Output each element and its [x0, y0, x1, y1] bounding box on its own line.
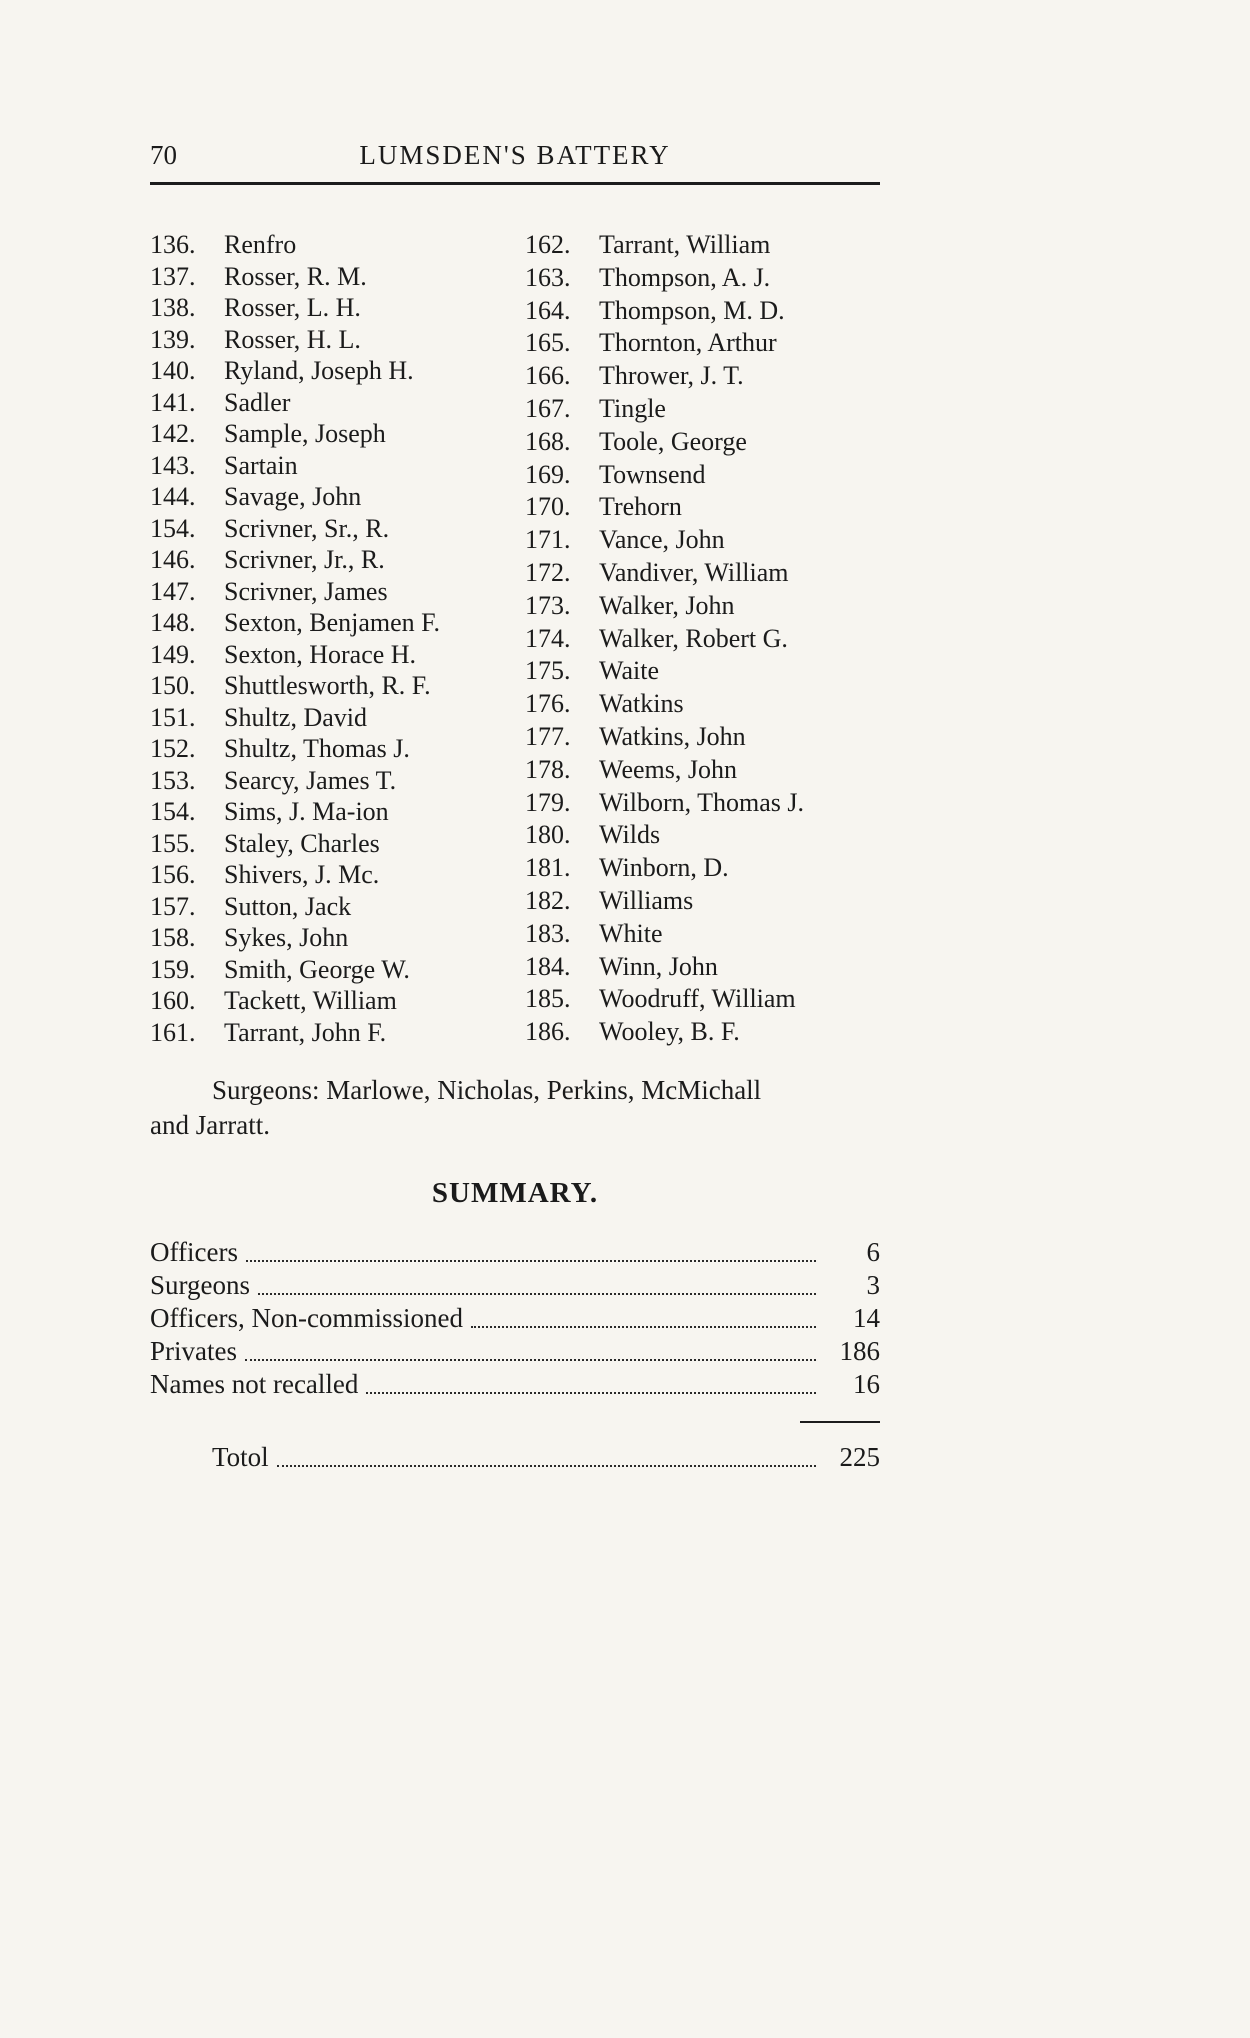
entry-number: 182. [525, 885, 571, 915]
summary-row-label: Officers, Non-commissioned [150, 1302, 463, 1333]
summary-row [150, 1236, 880, 1269]
roster-entry [150, 418, 525, 450]
entry-number: 183. [525, 918, 571, 948]
dotted-leader [471, 1326, 816, 1328]
dotted-leader [246, 1260, 816, 1262]
roster-entry [150, 513, 525, 545]
entry-number: 154. [150, 797, 196, 826]
entry-name: Sample, Joseph [224, 419, 386, 448]
entry-name: Scrivner, Jr., R. [224, 545, 385, 574]
dotted-leader [258, 1293, 816, 1295]
roster-entry [150, 985, 525, 1017]
entry-name: White [599, 918, 663, 948]
entry-number: 149. [150, 639, 196, 669]
summary-row-label: Privates [150, 1335, 237, 1366]
entry-name: Rosser, H. L. [224, 324, 361, 354]
entry-number: 170. [525, 492, 571, 522]
roster-entry [150, 292, 525, 324]
entry-name: Sims, J. Ma-ion [224, 797, 389, 826]
entry-number: 151. [150, 702, 196, 732]
entry-number: 146. [150, 545, 196, 574]
entry-name: Wilborn, Thomas J. [599, 787, 805, 817]
entry-number: 172. [525, 557, 571, 587]
summary-row-value: 6 [866, 1236, 880, 1267]
roster-entry [525, 590, 880, 623]
entry-name: Wilds [599, 820, 661, 850]
roster-entry [150, 481, 525, 513]
roster-entry [150, 607, 525, 639]
roster-left-column [150, 229, 525, 1049]
entry-number: 163. [525, 262, 571, 292]
dotted-leader [245, 1359, 816, 1361]
entry-name: Rosser, R. M. [224, 261, 367, 291]
dotted-leader [277, 1465, 816, 1467]
entry-number: 176. [525, 689, 571, 719]
entry-number: 148. [150, 608, 196, 637]
roster-entry [150, 387, 525, 419]
roster [150, 229, 880, 1049]
entry-name: Staley, Charles [224, 828, 380, 858]
entry-number: 141. [150, 387, 196, 417]
entry-number: 160. [150, 986, 196, 1015]
entry-name: Tarrant, John F. [224, 1017, 387, 1047]
roster-entry [525, 426, 880, 459]
entry-name: Shuttlesworth, R. F. [224, 671, 431, 700]
summary-row-value: 16 [853, 1368, 880, 1399]
summary-heading: SUMMARY. [431, 1176, 599, 1209]
summary-total-label: Totol [212, 1441, 269, 1472]
entry-number: 177. [525, 721, 571, 751]
entry-number: 171. [525, 525, 571, 555]
entry-number: 147. [150, 576, 196, 606]
entry-number: 143. [150, 450, 196, 480]
roster-entry [525, 819, 880, 852]
roster-entry [525, 557, 880, 590]
roster-entry [525, 295, 880, 328]
roster-entry [525, 688, 880, 721]
entry-number: 181. [525, 853, 571, 883]
entry-number: 153. [150, 765, 196, 795]
roster-entry [525, 787, 880, 820]
summary-row [150, 1335, 880, 1368]
roster-entry [150, 733, 525, 765]
summary-row [150, 1269, 880, 1302]
entry-name: Thrower, J. T. [599, 361, 744, 391]
entry-name: Scrivner, Sr., R. [224, 513, 390, 543]
entry-name: Toole, George [599, 426, 747, 456]
entry-number: 157. [150, 891, 196, 921]
entry-name: Rosser, L. H. [224, 293, 361, 322]
page-title: LUMSDEN'S BATTERY [359, 140, 671, 170]
entry-name: Walker, Robert G. [599, 623, 788, 653]
roster-entry [525, 852, 880, 885]
entry-name: Tingle [599, 393, 666, 423]
entry-number: 156. [150, 860, 196, 889]
entry-name: Sutton, Jack [224, 891, 352, 921]
entry-name: Vandiver, William [599, 557, 789, 587]
entry-number: 179. [525, 787, 571, 817]
entry-number: 138. [150, 293, 196, 322]
entry-name: Shivers, J. Mc. [224, 860, 380, 889]
entry-number: 137. [150, 261, 196, 291]
roster-entry [150, 670, 525, 702]
roster-entry [525, 327, 880, 360]
summary-total-row [150, 1441, 880, 1474]
entry-number: 155. [150, 828, 196, 858]
entry-name: Renfro [224, 230, 297, 259]
entry-name: Shultz, Thomas J. [224, 734, 410, 763]
entry-number: 159. [150, 954, 196, 984]
entry-number: 175. [525, 656, 571, 686]
entry-name: Sexton, Horace H. [224, 639, 417, 669]
roster-entry [150, 828, 525, 860]
entry-name: Thompson, M. D. [599, 295, 785, 325]
entry-name: Watkins [599, 689, 684, 719]
entry-name: Shultz, David [224, 702, 367, 732]
entry-name: Waite [599, 656, 659, 686]
surgeons-note-line2: and Jarratt. [150, 1109, 270, 1140]
entry-number: 150. [150, 671, 196, 700]
entry-name: Smith, George W. [224, 954, 410, 984]
entry-name: Tackett, William [224, 986, 397, 1015]
entry-name: Sartain [224, 450, 298, 480]
summary-total-value: 225 [839, 1441, 880, 1472]
entry-name: Sadler [224, 387, 291, 417]
entry-number: 168. [525, 426, 571, 456]
entry-number: 144. [150, 482, 196, 511]
surgeons-note-line1: Surgeons: Marlowe, Nicholas, Perkins, McMichall [212, 1074, 762, 1105]
entry-number: 167. [525, 393, 571, 423]
entry-number: 136. [150, 230, 196, 259]
entry-number: 184. [525, 951, 571, 981]
entry-number: 180. [525, 820, 571, 850]
entry-number: 154. [150, 513, 196, 543]
summary-row-value: 14 [853, 1302, 880, 1333]
entry-number: 152. [150, 734, 196, 763]
entry-number: 142. [150, 419, 196, 448]
summary-row [150, 1368, 880, 1401]
roster-entry [150, 796, 525, 828]
roster-entry [150, 355, 525, 387]
roster-entry [525, 885, 880, 918]
entry-name: Ryland, Joseph H. [224, 356, 414, 385]
roster-entry [525, 262, 880, 295]
entry-name: Williams [599, 885, 694, 915]
entry-name: Sykes, John [224, 923, 349, 952]
entry-name: Thornton, Arthur [599, 328, 777, 358]
header-rule [150, 182, 880, 185]
summary-row-value: 186 [839, 1335, 880, 1366]
entry-name: Scrivner, James [224, 576, 388, 606]
roster-entry [525, 721, 880, 754]
roster-entry [150, 954, 525, 986]
roster-entry [525, 491, 880, 524]
roster-entry [150, 450, 525, 482]
entry-name: Townsend [599, 459, 706, 489]
entry-number: 178. [525, 754, 571, 784]
summary-row-label: Officers [150, 1236, 238, 1267]
surgeons-note [150, 1073, 880, 1143]
entry-name: Savage, John [224, 482, 362, 511]
roster-entry [150, 261, 525, 293]
entry-number: 166. [525, 361, 571, 391]
entry-number: 186. [525, 1017, 571, 1047]
entry-number: 164. [525, 295, 571, 325]
entry-name: Tarrant, William [599, 230, 771, 259]
roster-entry [150, 324, 525, 356]
entry-number: 162. [525, 230, 571, 259]
roster-entry [150, 544, 525, 576]
roster-entry [150, 1017, 525, 1049]
roster-entry [150, 229, 525, 261]
entry-number: 139. [150, 324, 196, 354]
roster-entry [150, 922, 525, 954]
entry-number: 185. [525, 984, 571, 1014]
entry-number: 161. [150, 1017, 196, 1047]
summary-row [150, 1302, 880, 1335]
dotted-leader [366, 1392, 816, 1394]
entry-name: Winn, John [599, 951, 718, 981]
roster-entry [150, 891, 525, 923]
roster-entry [150, 576, 525, 608]
entry-name: Watkins, John [599, 721, 746, 751]
entry-number: 173. [525, 590, 571, 620]
entry-name: Thompson, A. J. [599, 262, 771, 292]
entry-name: Wooley, B. F. [599, 1017, 740, 1047]
page-number: 70 [150, 140, 177, 170]
entry-number: 174. [525, 623, 571, 653]
entry-name: Woodruff, William [599, 984, 796, 1014]
roster-entry [525, 983, 880, 1016]
roster-entry [525, 393, 880, 426]
roster-entry [525, 1016, 880, 1049]
entry-name: Trehorn [599, 492, 682, 522]
entry-number: 165. [525, 328, 571, 358]
roster-entry [150, 702, 525, 734]
entry-name: Vance, John [599, 525, 725, 555]
roster-right-column [525, 229, 880, 1049]
entry-name: Weems, John [599, 754, 737, 784]
total-rule [800, 1421, 880, 1423]
roster-entry [525, 951, 880, 984]
roster-entry [525, 623, 880, 656]
roster-entry [150, 765, 525, 797]
roster-entry [525, 655, 880, 688]
entry-number: 158. [150, 923, 196, 952]
roster-entry [150, 859, 525, 891]
roster-entry [150, 639, 525, 671]
page-header [150, 140, 880, 176]
roster-entry [525, 918, 880, 951]
roster-entry [525, 459, 880, 492]
entry-name: Sexton, Benjamen F. [224, 608, 441, 637]
entry-number: 169. [525, 459, 571, 489]
summary-row-label: Surgeons [150, 1269, 251, 1300]
roster-entry [525, 229, 880, 262]
entry-name: Searcy, James T. [224, 765, 397, 795]
entry-name: Walker, John [599, 590, 735, 620]
entry-number: 140. [150, 356, 196, 385]
roster-entry [525, 754, 880, 787]
entry-name: Winborn, D. [599, 853, 729, 883]
roster-entry [525, 360, 880, 393]
summary-row-value: 3 [866, 1269, 880, 1300]
roster-entry [525, 524, 880, 557]
summary-table [150, 1236, 880, 1401]
summary-row-label: Names not recalled [150, 1368, 359, 1399]
